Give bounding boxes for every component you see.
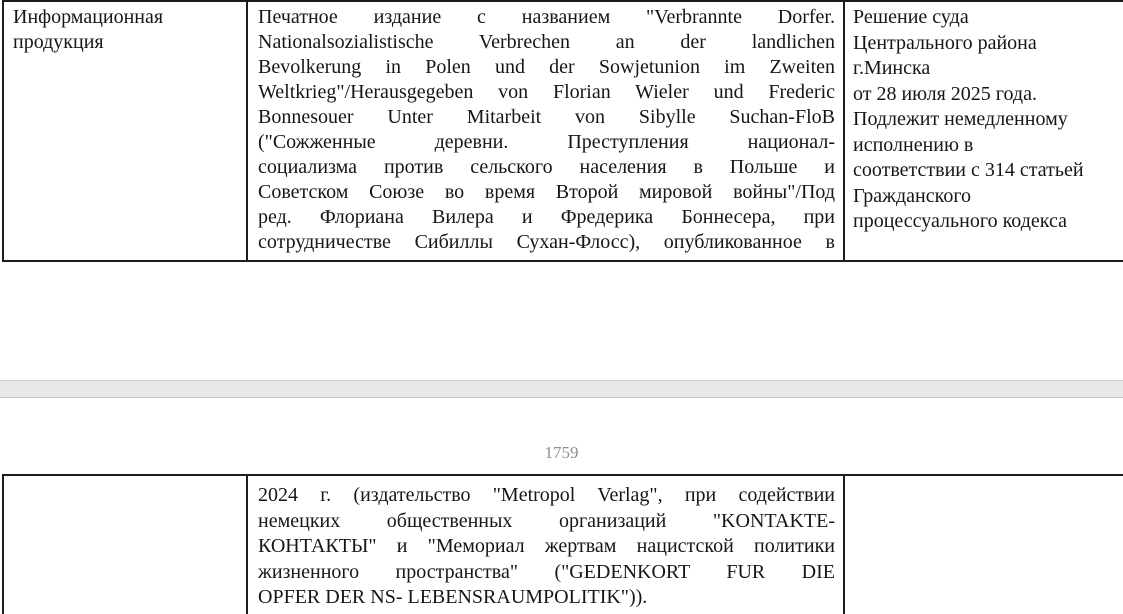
cell-text-line: соответствии с 314 статьей (853, 159, 1084, 181)
cell-text-line: ред. Флориана Вилера и Фредерика Боннесера, при (258, 206, 835, 228)
cell-text-line: социализма против сельского населения в Польше и (258, 156, 835, 178)
cell-text-line: исполнению в (853, 133, 974, 156)
cell-text-line: продукция (13, 31, 104, 53)
cell-text-line: Weltkrieg"/Herausgegeben von Florian Wieler und Frederic (258, 81, 835, 103)
table-fragment-top (2, 0, 1123, 262)
cell-info-product-label (4, 2, 248, 260)
cell-text-line: г.Минска (853, 57, 931, 79)
cell-text-line: КОНТАКТЫ" и "Мемориал жертвам нацистской политики (258, 535, 835, 557)
cell-text-line: жизненного пространства" ("GEDENKORT FUR DIE (258, 560, 835, 583)
cell-text-line: Гражданского (853, 184, 972, 207)
cell-text-line: от 28 июля 2025 года. (853, 82, 1037, 105)
cell-text-line: 2024 г. (издательство "Metropol Verlag", при содействии (258, 484, 835, 506)
cell-publication-description-continued (248, 476, 845, 614)
cell-text-line: Информационная (13, 6, 164, 28)
cell-text-line: ("Сожженные деревни. Преступления национал- (258, 131, 835, 153)
cell-empty-right (845, 476, 1123, 614)
cell-text-line: Bevolkerung in Polen und der Sowjetunion im Zweiten (258, 56, 835, 78)
cell-publication-description (248, 2, 845, 260)
table-fragment-bottom (2, 474, 1123, 614)
cell-text-line: Nationalsozialistische Verbrechen an der landlichen (258, 31, 835, 53)
cell-text-line: OPFER DER NS- LEBENSRAUMPOLITIK")). (258, 586, 648, 608)
page-number: 1759 (544, 443, 579, 462)
cell-court-decision (845, 2, 1123, 260)
cell-text-line: немецких общественных организаций "KONTAKTE- (258, 509, 835, 532)
cell-text-line: процессуального кодекса (853, 210, 1067, 232)
cell-empty-left (4, 476, 248, 614)
cell-text-line: Центрального района (853, 31, 1037, 54)
cell-text-line: Подлежит немедленному (853, 108, 1068, 130)
cell-text-line: Решение суда (853, 6, 969, 28)
cell-text-line: Печатное издание с названием "Verbrannte Dorfer. (258, 6, 835, 28)
cell-text-line: Bonnesouer Unter Mitarbeit von Sibylle Suchan-FloB (258, 106, 835, 128)
page-separator-bar (0, 380, 1123, 398)
cell-text-line: Советском Союзе во время Второй мировой войны"/Под (258, 181, 835, 203)
cell-text-line: сотрудничестве Сибиллы Сухан-Флосс), опубликованное в (258, 231, 835, 253)
